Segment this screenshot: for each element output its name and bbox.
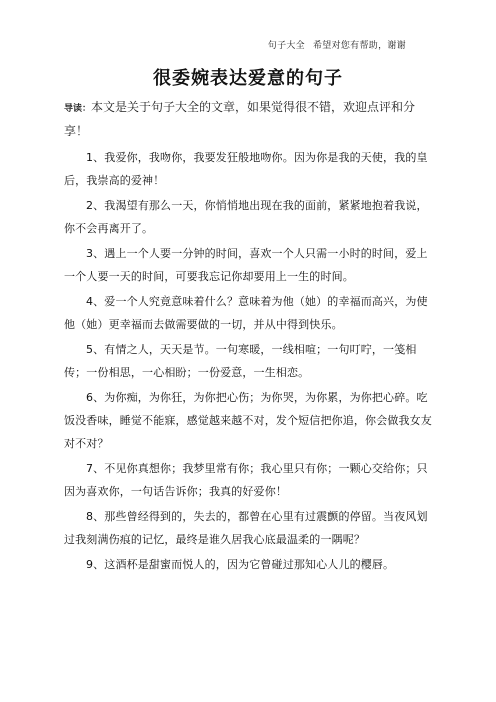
- article-paragraph: 8、那些曾经得到的，失去的，都曾在心里有过震颤的停留。当夜风划过我刻满伤痕的记忆，最终是谁久居我心底最温柔的一隅呢？: [64, 510, 428, 546]
- guide-text: 本文是关于句子大全的文章，如果觉得很不错，欢迎点评和分享！: [64, 100, 416, 138]
- page-header: [268, 38, 406, 51]
- article-paragraph: 9、这酒杯是甜蜜而悦人的，因为它曾碰过那知心人儿的樱唇。: [86, 558, 395, 571]
- article-paragraph: 2、我渴望有那么一天，你悄悄地出现在我的面前，紧紧地抱着我说，你不会再离开了。: [64, 199, 428, 235]
- guide-lead: 导读：: [64, 104, 92, 114]
- article-paragraph: 6、为你痴，为你狂，为你把心伤；为你哭，为你累，为你把心碎。吃饭没香味，睡觉不能寐，感觉越来越不对，发个短信把你追，你会做我女友对不对？: [64, 391, 432, 450]
- article-paragraph: 3、遇上一个人要一分钟的时间，喜欢一个人只需一小时的时间，爱上一个人要一天的时间，可要我忘记你却要用上一生的时间。: [64, 247, 428, 283]
- guide-paragraph: [64, 96, 436, 142]
- article-body: [64, 96, 436, 578]
- page-title: 很委婉表达爱意的句子: [153, 68, 343, 89]
- header-site-name: 句子大全: [267, 41, 305, 51]
- article-paragraph: 7、不见你真想你；我梦里常有你；我心里只有你；一颗心交给你；只因为喜欢你，一句话告诉你；我真的好爱你！: [64, 462, 428, 498]
- article-paragraph: 4、爱一个人究竟意味着什么？意味着为他（她）的幸福而高兴，为使他（她）更幸福而去做需要做的一切，并从中得到快乐。: [64, 295, 428, 331]
- article-paragraph: 5、有情之人，天天是节。一句寒暖，一线相喧；一句叮咛，一笺相传；一份相思，一心相盼；一份爱意，一生相恋。: [64, 343, 417, 379]
- article-paragraph: 1、我爱你，我吻你，我要发狂般地吻你。因为你是我的天使，我的皇后，我崇高的爱神！: [64, 151, 428, 187]
- header-slogan: 希望对您有帮助，谢谢: [312, 41, 406, 51]
